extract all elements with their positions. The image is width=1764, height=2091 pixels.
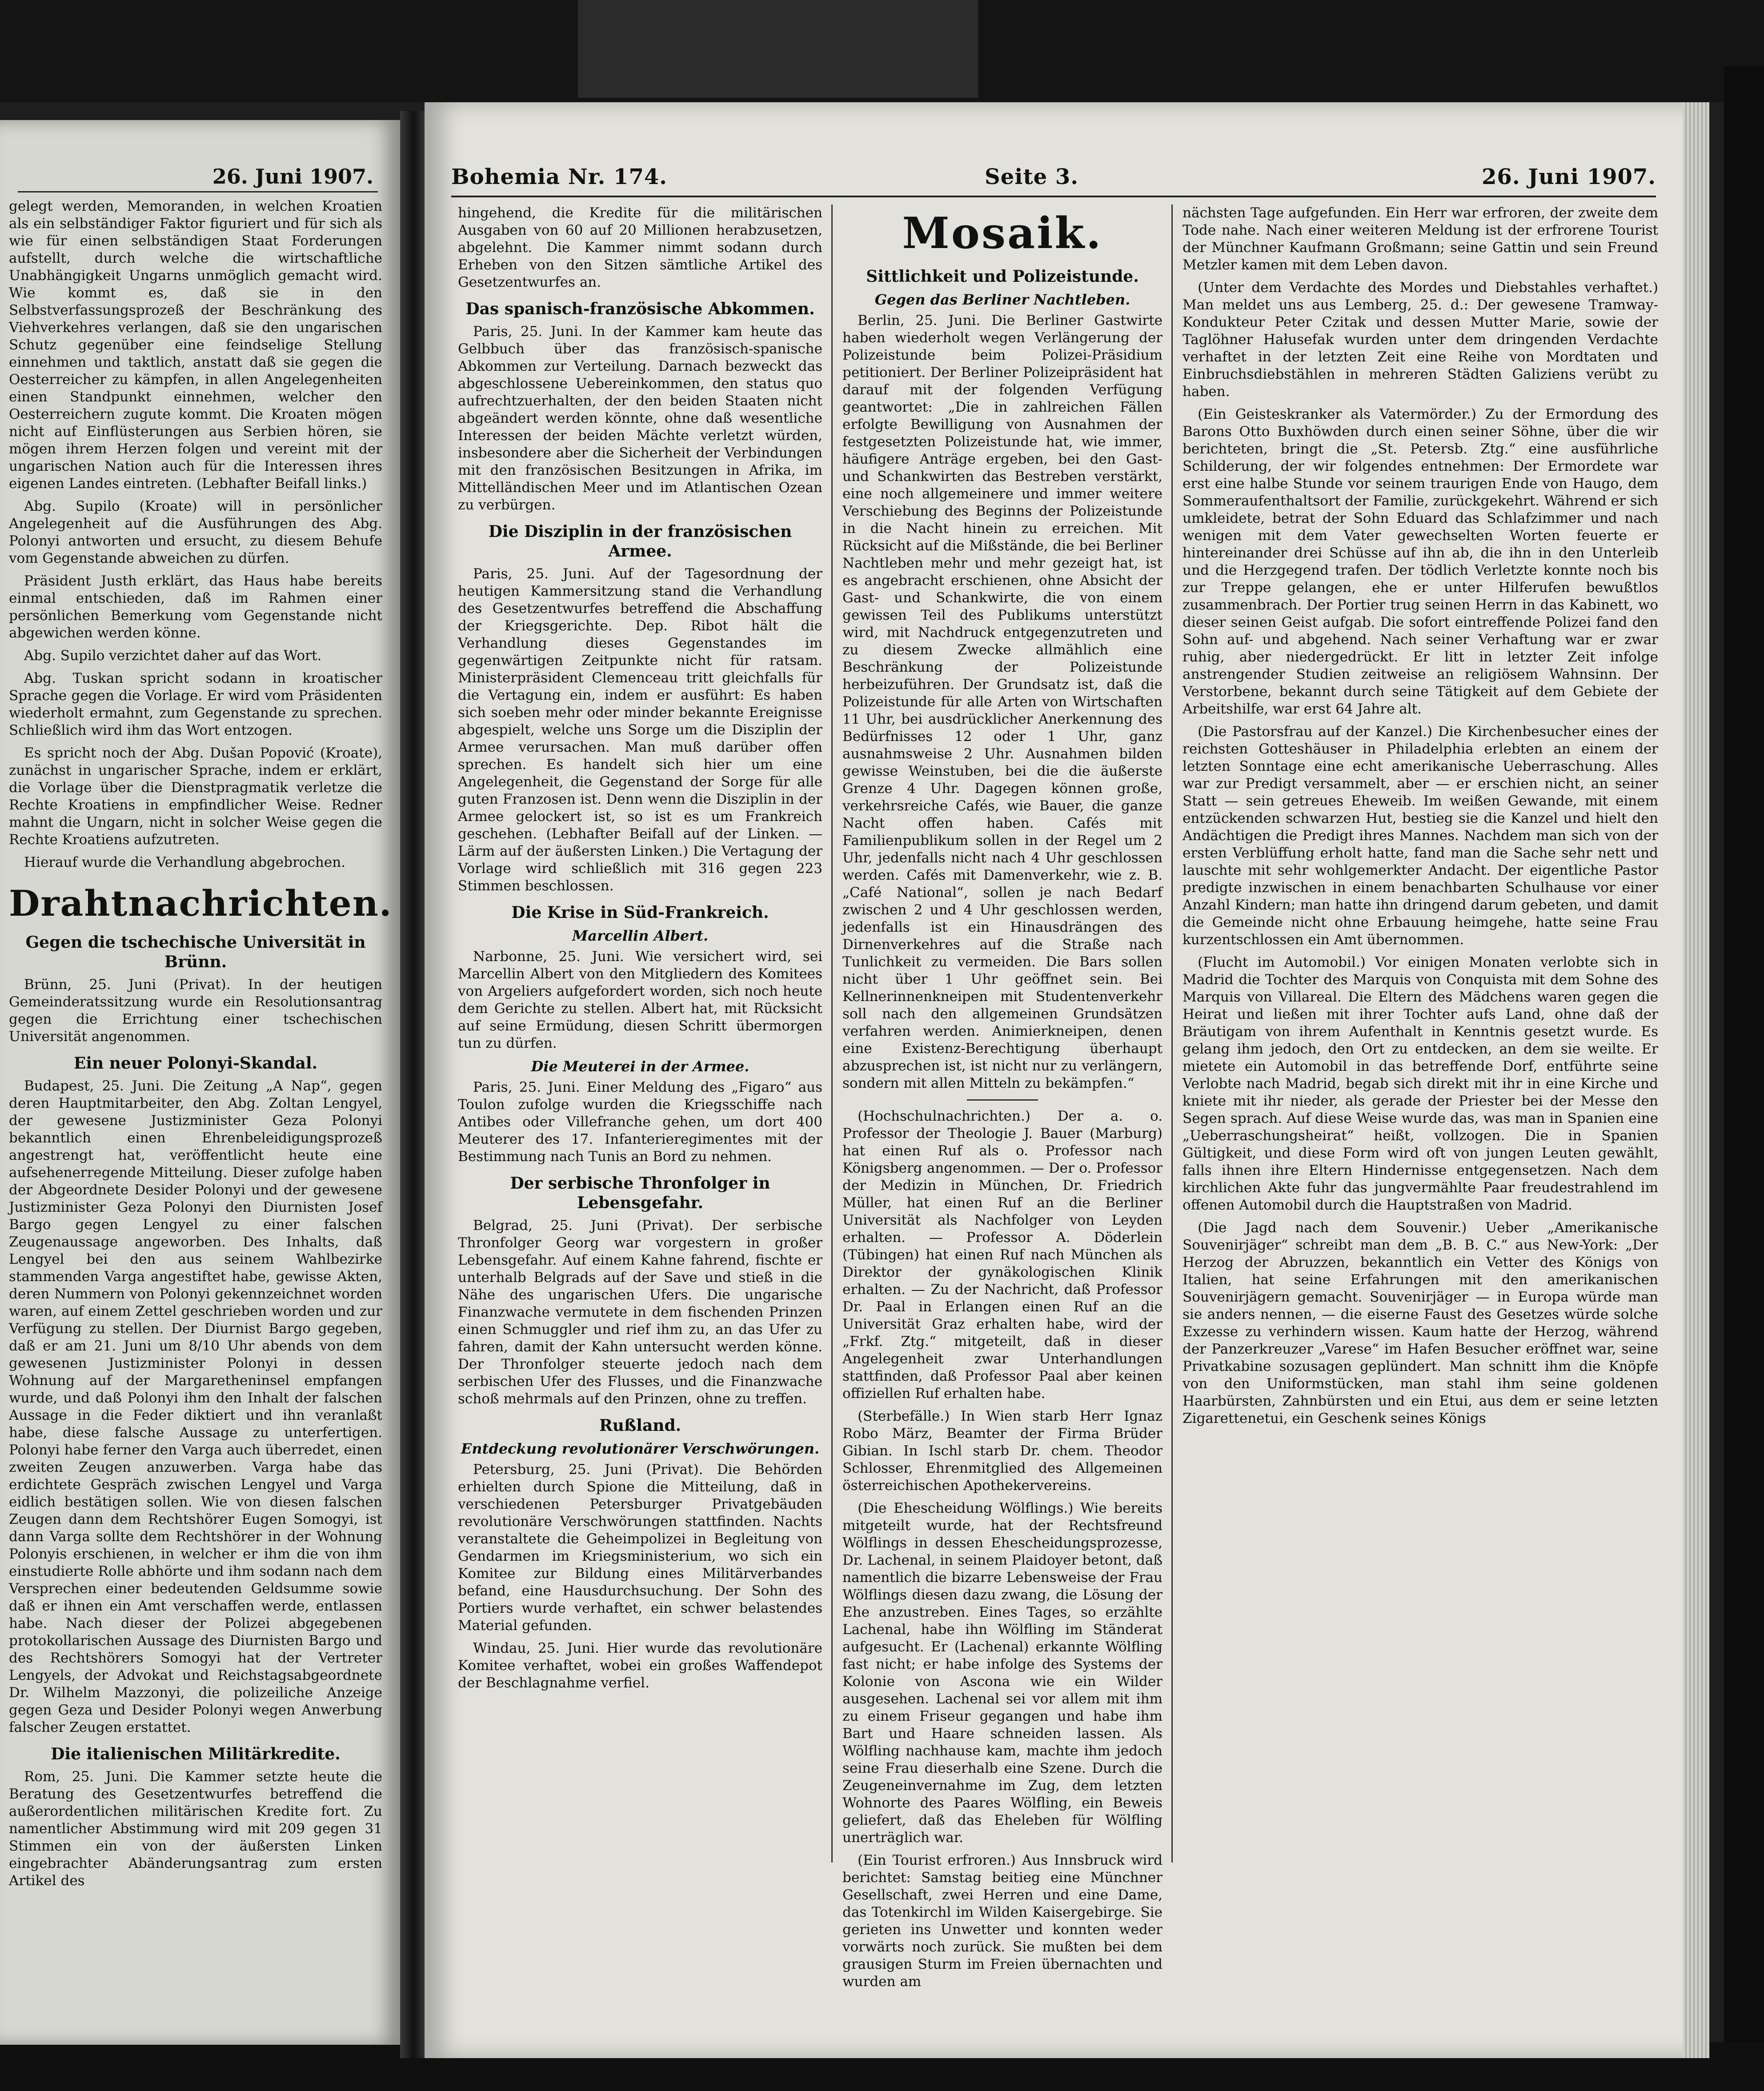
right-page: [425, 102, 1709, 2058]
article-paragraph: (Hochschulnachrichten.) Der a. o. Professor der Theologie J. Bauer (Marburg) hat einen Ruf als o. Professor nach Königsberg angenommen. — Der o. Professor der Medizin in München, Dr. Friedrich Müller, hat einen Ruf an die Berliner Universität als Nachfolger von Leyden erhalten. — Professor A. Döderlein (Tübingen) hat einen Ruf nach München als Direktor der gynäkologischen Klinik erhalten. — Zu der Nachricht, daß Professor Dr. Paal in Erlangen einen Ruf an die Universität Graz erhalten habe, wird der „Frkf. Ztg.“ mitgeteilt, daß in dieser Angelegenheit zwar Unterhandlungen stattfinden, daß Professor Paal aber keinen offiziellen Ruf erhalten habe.: [842, 1108, 1163, 1402]
article-paragraph: Abg. Supilo verzichtet daher auf das Wort.: [24, 648, 322, 664]
article-paragraph: gelegt werden, Memoranden, in welchen Kroatien als ein selbständiger Faktor figuriert und für sich als wie für einen selbständigen Staat Forderungen aufstellt, durch welche die wirtschaftliche Unabhängigkeit Ungarns unmöglich gemacht wird. Wie kommt es, daß sie in den Selbstverfassungsprozeß der Beschränkung des Viehverkehres verlangen, daß sie den ungarischen Schutz gegenüber eine feindselige Stellung einnehmen und taktlich, anstatt daß sie gegen die Oesterreicher zu kämpfen, in allen Angelegenheiten einen Standpunkt einnehmen, welcher den Oesterreichern zugute kommt. Die Kroaten mögen nicht auf Einflüsterungen aus Serbien hören, sie mögen ihrem Herzen folgen und vereint mit der ungarischen Nation auch für die Interessen ihres eigenen Landes eintreten. (Lebhafter Beifall links.): [9, 198, 382, 492]
article-paragraph: Paris, 25. Juni. Auf der Tagesordnung der heutigen Kammersitzung stand die Verhandlung des Gesetzentwurfes betreffend die Abschaffung der Kriegsgerichte. Dep. Ribot hält die Verhandlung dieses Gegenstandes im gegenwärtigen Zeitpunkte nicht für ratsam. Ministerpräsident Clemenceau tritt gleichfalls für die Vertagung ein, indem er ausführt: Es haben sich soeben mehr oder minder bekannte Ereignisse abgespielt, welche uns Sorge um die Disziplin der Armee verursachen. Man muß darüber offen sprechen. Es handelt sich hier um eine Angelegenheit, die Gegenstand der Sorge für alle guten Franzosen ist. Denn wenn die Disziplin in der Armee gelockert ist, so ist es um Frankreich geschehen. (Lebhafter Beifall auf der Linken. — Lärm auf der äußersten Linken.) Die Vertagung der Vorlage wird schließlich mit 316 gegen 223 Stimmen beschlossen.: [458, 566, 822, 894]
publication-name: Bohemia Nr. 174.: [451, 164, 667, 189]
article-paragraph: (Die Pastorsfrau auf der Kanzel.) Die Kirchenbesucher eines der reichsten Gotteshäuser in Philadelphia erlebten an einem der letzten Sonntage eine echt amerikanische Ueberraschung. Alles war zur Predigt versammelt, aber — er erschien nicht, an seiner Statt — sein getreues Eheweib. Im weißen Gewande, mit einem entzückenden schwarzen Hut, bestieg sie die Kanzel und hielt den Andächtigen die Predigt ihres Mannes. Nachdem man sich von der ersten Verblüffung erholt hatte, fand man die Sache sehr nett und lauschte mit sehr wohlgemerkter Andacht. Der eigentliche Pastor predigte inzwischen in einem benachbarten Schulhause vor einer Anzahl Kindern; man hatte ihn dringend darum gebeten, und damit die Gemeinde nicht ohne Erbauung heimgehe, hatte seine Frau kurzentschlossen ein Amt übernommen.: [1183, 724, 1658, 948]
left-page: [0, 120, 400, 2045]
headline: Die italienischen Militärkredite.: [51, 1745, 341, 1763]
column-3: [1183, 204, 1658, 1433]
headline: Die Disziplin in der französischen Armee.: [488, 522, 792, 561]
column-2: [842, 204, 1163, 1996]
article-paragraph: (Unter dem Verdachte des Mordes und Diebstahles verhaftet.) Man meldet uns aus Lemberg, 25. d.: Der gewesene Tramway-Kondukteur Peter Czitak und dessen Mutter Marie, sowie der Taglöhner Hałusefak wurden unter dem dringenden Verdachte verhaftet in der letzten Zeit eine Reihe von Mordtaten und Einbruchsdiebstählen in mehreren Städten Galiziens verübt zu haben.: [1183, 280, 1658, 400]
background-band: [578, 0, 978, 98]
article-paragraph: Narbonne, 25. Juni. Wie versichert wird, sei Marcellin Albert von den Mitgliedern des Komitees von Argeliers aufgefordert worden, sich noch heute dem Gerichte zu stellen. Albert hat, mit Rücksicht auf seine Ermüdung, diesen Schritt übermorgen tun zu dürfen.: [458, 949, 822, 1051]
article-paragraph: (Die Jagd nach dem Souvenir.) Ueber „Amerikanische Souvenirjäger“ schreibt man dem „B. B. C.“ aus New-York: „Der Herzog der Abruzzen, bekanntlich ein Vetter des Königs von Italien, hat seine Erfahrungen mit den amerikanischen Souvenirjägern gemacht. Souvenirjäger — in Europa würde man sie anders nennen, — die eiserne Faust des Gesetzes würde solche Exzesse zu verhindern wissen. Kaum hatte der Herzog, während der Panzerkreuzer „Varese“ im Hafen Besucher eröffnet war, seine Privatkabine sozusagen geplündert. Man schnitt ihm die Knöpfe von den Uniformstücken, man stahl ihm seine goldenen Haarbürsten, Zahnbürsten und ein Etui, aus dem er seine letzten Zigarettenetui, ein Geschenk seines Königs: [1183, 1220, 1658, 1426]
headline: Rußland.: [599, 1416, 682, 1435]
article-paragraph: Brünn, 25. Juni (Privat). In der heutigen Gemeinderatssitzung wurde ein Resolutionsantrag gegen die Errichtung einer tschechischen Universität angenommen.: [9, 977, 382, 1045]
left-page-date: 26. Juni 1907.: [212, 164, 373, 188]
section-title-mosaik: Mosaik.: [902, 208, 1103, 258]
article-paragraph: (Sterbefälle.) In Wien starb Herr Ignaz Robo März, Beamter der Firma Brüder Gibian. In Ischl starb Dr. chem. Theodor Schlosser, Ehrenmitglied des Allgemeinen österreichischen Apothekervereins.: [842, 1408, 1163, 1494]
subheadline: Marcellin Albert.: [572, 927, 709, 944]
page-header: [451, 164, 1656, 197]
headline: Ein neuer Polonyi-Skandal.: [73, 1054, 318, 1073]
subheadline: Die Meuterei in der Armee.: [531, 1058, 750, 1075]
article-paragraph: Hierauf wurde die Verhandlung abgebrochen.: [24, 854, 346, 870]
column-divider: [1171, 204, 1173, 1863]
article-paragraph: hingehend, die Kredite für die militärischen Ausgaben von 60 auf 20 Millionen herabzusetzen, abgelehnt. Die Kammer nimmt sodann durch Erheben von den Sitzen sämtliche Artikel des Gesetzentwurfes an.: [458, 205, 822, 290]
article-paragraph: (Die Ehescheidung Wölflings.) Wie bereits mitgeteilt wurde, hat der Rechtsfreund Wölflings in dessen Ehescheidungsprozesse, Dr. Lachenal, in seinem Plaidoyer betont, daß namentlich die bizarre Lebensweise der Frau Wölflings diesen dazu zwang, die Lösung der Ehe anzustreben. Eines Tages, so erzählte Lachenal, habe ihn Wölfling im Ständerat aufgesucht. Er (Lachenal) erkannte Wölfling fast nicht; er habe infolge des Systems der Kolonie von Ascona wie ein Wilder ausgesehen. Lachenal sei vor allem mit ihm zu einem Friseur gegangen und habe ihm Bart und Haare schneiden lassen. Als Wölfling nachhause kam, machte ihm jedoch seine Frau dieserhalb eine Szene. Durch die Zeugeneinvernahme im Zug, dem letzten Wohnorte des Paares Wölfling, ein Beweis geliefert, daß das Eheleben für Wölfling unerträglich war.: [842, 1500, 1163, 1846]
article-paragraph: (Ein Tourist erfroren.) Aus Innsbruck wird berichtet: Samstag beitieg eine Münchner Gesellschaft, zwei Herren und eine Dame, das Totenkirchl im Wilden Kaisergebirge. Sie gerieten ins Unwetter und konnten weder vorwärts noch zurück. Sie mußten bei dem grausigen Sturm im Freien übernachten und wurden am: [842, 1852, 1163, 1990]
article-paragraph: Rom, 25. Juni. Die Kammer setzte heute die Beratung des Gesetzentwurfes betreffend die außerordentlichen militärischen Kredite fort. Zu namentlicher Abstimmung wird mit 209 gegen 31 Stimmen ein von der äußersten Linken eingebrachter Abänderungsantrag zum ersten Artikel des: [9, 1769, 382, 1889]
article-paragraph: Petersburg, 25. Juni (Privat). Die Behörden erhielten durch Spione die Mitteilung, daß in verschiedenen Petersburger Privatgebäuden revolutionäre Verschwörungen stattfinden. Nachts veranstaltete die Geheimpolizei in Begleitung von Gendarmen im Kriegsministerium, wo sich ein Komitee zur Bildung eines Militärverbandes befand, eine Hausdurchsuchung. Der Sohn des Portiers wurde verhaftet, ein schwer belastendes Material gefunden.: [458, 1462, 822, 1634]
article-paragraph: Abg. Supilo (Kroate) will in persönlicher Angelegenheit auf die Ausführungen des Abg. Polonyi antworten und ersucht, zu diesem Behufe vom Gegenstande abweichen zu dürfen.: [9, 498, 382, 566]
headline: Das spanisch-französische Abkommen.: [465, 300, 815, 318]
article-paragraph: Windau, 25. Juni. Hier wurde das revolutionäre Komitee verhaftet, wobei ein großes Waffendepot der Beschlagnahme verfiel.: [458, 1640, 822, 1691]
page-edges: [1683, 102, 1709, 2058]
book-gutter: [400, 111, 427, 2058]
subheadline: Gegen das Berliner Nachtleben.: [874, 291, 1131, 308]
article-paragraph: Es spricht noch der Abg. Dušan Popović (Kroate), zunächst in ungarischer Sprache, indem er erklärt, die Vorlage über die Dienstpragmatik verletze die Rechte Kroatiens in empfindlicher Weise. Redner mahnt die Ungarn, nicht in solcher Weise gegen die Rechte Kroatiens aufzutreten.: [9, 745, 382, 848]
separator-rule: [967, 1099, 1038, 1101]
headline: Die Krise in Süd-Frankreich.: [511, 903, 769, 922]
dark-background-top: [0, 0, 1764, 102]
article-paragraph: Paris, 25. Juni. Einer Meldung des „Figaro“ aus Toulon zufolge wurden die Kriegsschiffe nach Antibes oder Villefranche gehen, um dort 400 Meuterer des 17. Infanterieregimentes mit der Bestimmung nach Tunis an Bord zu nehmen.: [458, 1079, 822, 1165]
article-paragraph: Paris, 25. Juni. In der Kammer kam heute das Gelbbuch über das französisch-spanische Abkommen zur Verteilung. Darnach bezweckt das abgeschlossene Uebereinkommen, den status quo aufrechtzuerhalten, der den beiden Staaten nicht abgeändert werden könnte, ohne daß wesentliche Interessen der beiden Mächte verletzt würden, insbesondere aber die Sicherheit der Verbindungen mit den französischen Besitzungen in Afrika, im Mittelländischen Meer und im Atlantischen Ozean zu verbürgen.: [458, 324, 822, 513]
article-paragraph: Abg. Tuskan spricht sodann in kroatischer Sprache gegen die Vorlage. Er wird vom Präsidenten wiederholt ermahnt, zum Gegenstande zu sprechen. Schließlich wird ihm das Wort entzogen.: [9, 670, 382, 738]
section-title-drahtnachrichten: Drahtnachrichten.: [9, 882, 393, 924]
left-page-column: [9, 198, 393, 1895]
column-1: [458, 204, 822, 1697]
article-paragraph: (Flucht im Automobil.) Vor einigen Monaten verlobte sich in Madrid die Tochter des Marquis von Conquista mit dem Sohne des Marquis von Villareal. Die Eltern des Mädchens waren gegen die Heirat und ließen mit ihrer Tochter aufs Land, ohne daß der Bräutigam von ihrem Aufenthalt in Kenntnis gesetzt wurde. Es gelang ihm jedoch, den Ort zu entdecken, an dem sie weilte. Er mietete ein Automobil in das betreffende Dorf, entführte seine Verlobte nach Madrid, begab sich direkt mit ihr in eine Kirche und kniete mit ihr nieder, als gerade der Priester bei der Messe den Segen sprach. Auf diese Weise wurde das, was man in Spanien eine „Ueberraschungsheirat“ heißt, vollzogen. Die in Spanien Gültigkeit, und diese Form wird oft von jungen Leuten gewählt, falls ihnen ihre Eltern Hindernisse entgegensetzen. Nach dem kirchlichen Akte fuhr das jungvermählte Paar freudestrahlend im offenen Automobil durch die Hauptstraßen von Madrid.: [1183, 954, 1658, 1213]
article-paragraph: Budapest, 25. Juni. Die Zeitung „A Nap“, gegen deren Hauptmitarbeiter, den Abg. Zoltan Lengyel, der gewesene Justizminister Geza Polonyi bekanntlich einen Ehrenbeleidigungsprozeß angestrengt hat, veröffentlicht heute eine aufsehenerregende Mitteilung. Dieser zufolge haben der Abgeordnete Desider Polonyi und der gewesene Justizminister Geza Polonyi den Diurnisten Josef Bargo gegen Lengyel zu einer falschen Zeugenaussage angeworben. Des Inhalts, daß Lengyel bei den aus seinem Wahlbezirke stammenden Varga angestiftet habe, gewisse Akten, deren Nummern von Polonyi gekennzeichnet worden waren, auf einem Zettel geschrieben worden und zur Verfügung zu stellen. Der Diurnist Bargo gegeben, daß er am 21. Juni um 8/10 Uhr abends von dem gewesenen Justizminister Polonyi in dessen Wohnung auf der Margaretheninsel empfangen wurde, und daß Polonyi ihm den Inhalt der falschen Aussage in die Feder diktiert und ihn veranlaßt habe, diese falsche Aussage zu unterfertigen. Polonyi habe ferner den Varga auch überredet, einen zweiten Zeugen anzuwerben. Varga habe das erdichtete Gespräch zwischen Lengyel und Varga eidlich bestätigen sollen. Wie von diesen falschen Zeugen dann dem Rechtshörer Eugen Somogyi, ist dann Varga sollte dem Rechtshörer in der Wohnung Polonyis erschienen, in welcher er ihm die von ihm einstudierte Rolle abhörte und ihm sodann nach dem Versprechen einer bedeutenden Geldsumme sowie daß er ihnen ein Amt verschaffen werde, entlassen habe. Nach dieser der Polizei abgegebenen protokollarischen Aussage des Diurnisten Bargo und des Rechtshörers Somogyi hat der Vertreter Lengyels, der Advokat und Reichstagsabgeordnete Dr. Wilhelm Mazzonyi, die polizeiliche Anzeige gegen Geza und Desider Polonyi wegen Anwerbung falscher Zeugen erstattet.: [9, 1078, 382, 1735]
article-paragraph: Belgrad, 25. Juni (Privat). Der serbische Thronfolger Georg war vorgestern in großer Lebensgefahr. Auf einem Kahne fahrend, fischte er unterhalb Belgrads auf der Save und stieß in die Nähe des ungarischen Ufers. Die ungarische Finanzwache vermutete in dem fischenden Prinzen einen Schmuggler und rief ihm zu, an das Ufer zu fahren, damit der Kahn untersucht werden könne. Der Thronfolger steuerte jedoch nach dem serbischen Ufer des Flusses, und die Finanzwache schoß mehrmals auf den Prinzen, ohne zu treffen.: [458, 1218, 822, 1407]
article-paragraph: Präsident Justh erklärt, das Haus habe bereits einmal entschieden, daß im Rahmen einer persönlichen Bemerkung vom Gegenstande nicht abgewichen werden könne.: [9, 573, 382, 641]
subheadline: Entdeckung revolutionärer Verschwörungen.: [461, 1440, 820, 1457]
page-number: Seite 3.: [985, 164, 1078, 189]
headline: Gegen die tschechische Universität in Brünn.: [25, 933, 366, 971]
left-page-header: [18, 164, 378, 192]
article-paragraph: Berlin, 25. Juni. Die Berliner Gastwirte haben wiederholt wegen Verlängerung der Polizeistunde beim Polizei-Präsidium petitioniert. Der Berliner Polizeipräsident hat darauf mit der folgenden Verfügung geantwortet: „Die in zahlreichen Fällen erfolgte Bewilligung von Ausnahmen der festgesetzten Polizeistunde hat, wie immer, häufigere Anträge ergeben, bei den Gast- und Schankwirten das Bestreben verstärkt, eine noch allgemeinere und immer weitere Verschiebung des Beginns der Polizeistunde in die Nacht hinein zu erreichen. Mit Rücksicht auf die Mißstände, die bei Berliner Nachtleben mehr und mehr gezeigt hat, ist es angebracht erschienen, ohne Absicht der Gast- und Schankwirte, die von einem gewissen Teil des Publikums unterstützt wird, mit Nachdruck entgegenzutreten und zu diesem Zwecke allmählich eine Beschränkung der Polizeistunde herbeizuführen. Der Grundsatz ist, daß die Polizeistunde für alle Arten von Wirtschaften 11 Uhr, bei ausdrücklicher Anerkennung des Bedürfnisses 12 oder 1 Uhr, ganz ausnahmsweise 2 Uhr. Ausnahmen bilden gewisse Weinstuben, bei die die äußerste Grenze 4 Uhr. Dagegen können große, verkehrsreiche Cafés, wie Bauer, die ganze Nacht offen haben. Cafés mit Familienpublikum sollen in der Regel um 2 Uhr, jedenfalls nicht nach 4 Uhr geschlossen werden. Cafés mit Damenverkehr, wie z. B. „Café National“, sollen je nach Bedarf zwischen 2 und 4 Uhr geschlossen werden, jedenfalls ist ein Hinausdrängen des Dirnenverkehres auf die Straße nach Tunlichkeit zu vermeiden. Die Bars sollen nicht über 1 Uhr geöffnet sein. Bei Kellnerinnenkneipen mit Studentenverkehr soll nach den allgemeinen Grundsätzen verfahren werden. Animierkneipen, denen eine Existenz-Berechtigung überhaupt abzusprechen ist, ist nicht nur zu verlängern, sondern mit allen Mitteln zu bekämpfen.“: [842, 312, 1163, 1091]
issue-date: 26. Juni 1907.: [1482, 164, 1656, 189]
article-paragraph: nächsten Tage aufgefunden. Ein Herr war erfroren, der zweite dem Tode nahe. Nach einer weiteren Meldung ist der erfrorene Tourist der Münchner Kaufmann Großmann; seine Gattin und sein Freund Metzler kamen mit dem Leben davon.: [1183, 205, 1658, 273]
headline: Der serbische Thronfolger in Lebensgefahr.: [510, 1174, 770, 1212]
article-paragraph: (Ein Geisteskranker als Vatermörder.) Zu der Ermordung des Barons Otto Buxhöwden durch einen seiner Söhne, über die wir berichteten, bringt die „St. Petersb. Ztg.“ eine ausführliche Schilderung, der wir folgendes entnehmen: Der Ermordete war erst eine halbe Stunde vor seinem traurigen Ende von Haugo, dem Sommeraufenthaltsort der Familie, zurückgekehrt. Während er sich umkleidete, betrat der Sohn Eduard das Schlafzimmer und nach wenigen mit dem Vater gewechselten Worten feuerte er hintereinander drei Schüsse auf ihn ab, die ihn in den Unterleib und die Herzgegend trafen. Der tödlich Verletzte konnte noch bis zur Treppe gelangen, ehe er unter Hilferufen bewußtlos zusammenbrach. Der Portier trug seinen Herrn in das Kabinett, wo dieser seinen Geist aufgab. Die sofort eintreffende Polizei fand den Sohn auf- und abgehend. Nach seiner Verhaftung war er zwar ruhig, aber niedergedrückt. Er litt in letzter Zeit infolge anstrengender Studien zeitweise an religiösem Wahnsinn. Der Verstorbene, bekannt durch seine Tätigkeit auf dem Gebiete der Arbeitshilfe, war erst 64 Jahre alt.: [1183, 406, 1658, 717]
dark-background-right: [1724, 67, 1764, 2091]
headline: Sittlichkeit und Polizeistunde.: [866, 267, 1139, 286]
column-divider: [831, 204, 833, 1863]
